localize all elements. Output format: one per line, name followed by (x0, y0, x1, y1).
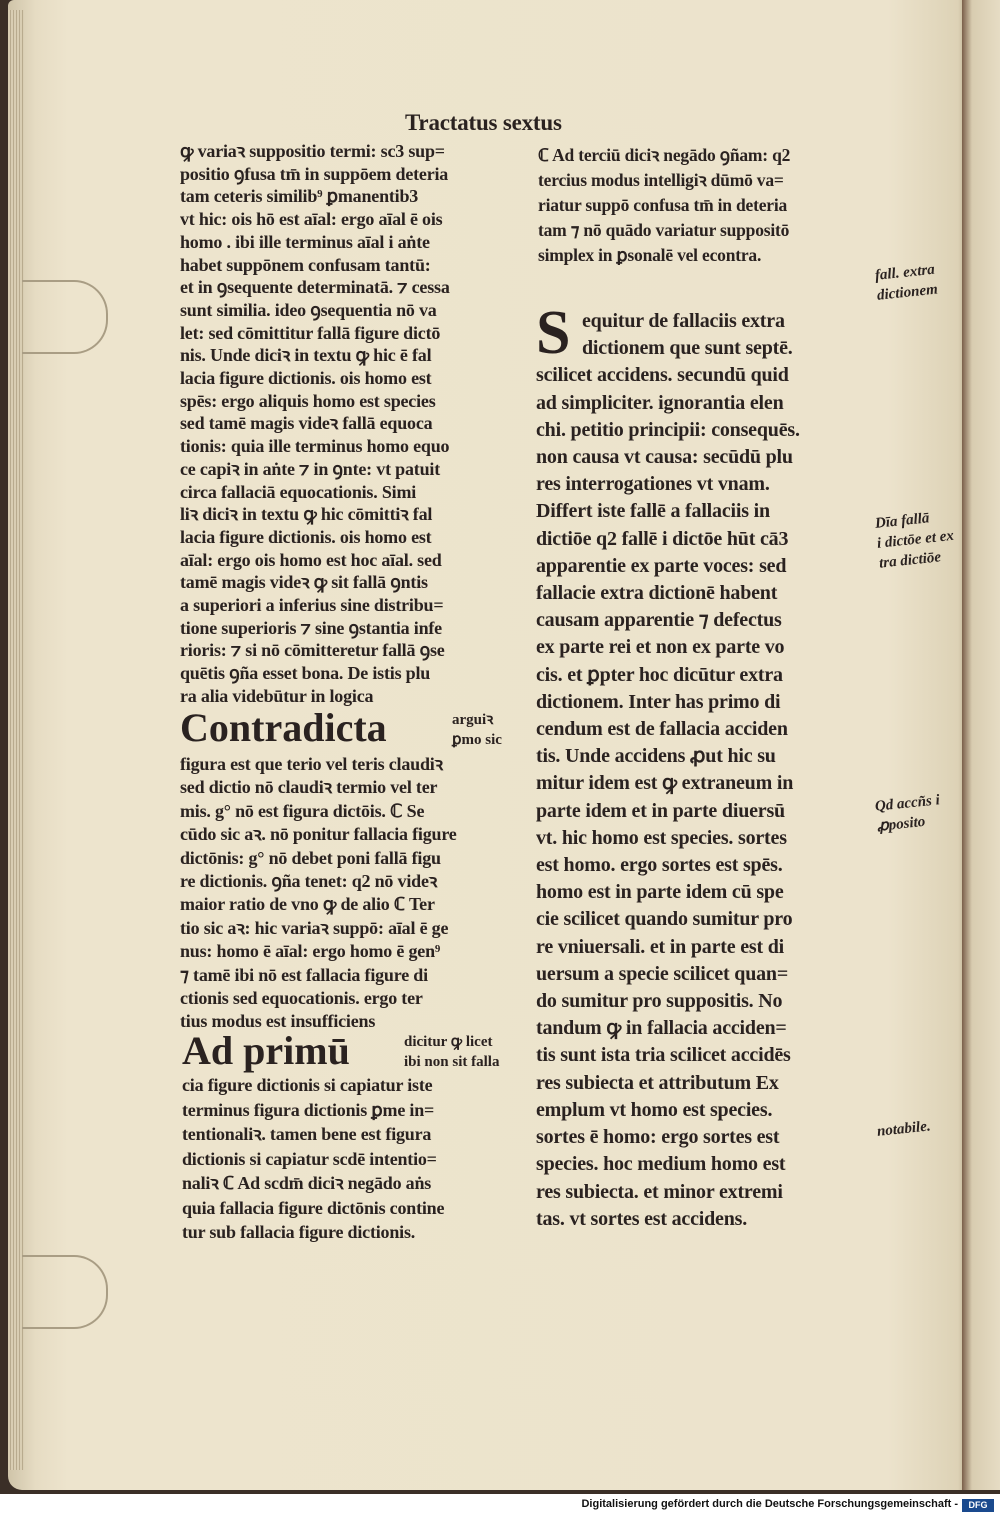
text-line: res subiecta. et minor extremi (536, 1180, 783, 1203)
note-line: Dīa fallā (874, 510, 931, 532)
text-line: sed dictio nō claudiꝛ termio vel ter (180, 777, 438, 798)
text-line: terminus figura dictionis ꝑme in= (182, 1099, 435, 1120)
text-line: circa fallaciā equocationis. Simi (180, 481, 417, 502)
text-line: mitur idem est ꝙ extraneum in (536, 772, 794, 795)
right-column-block-1 (538, 143, 790, 268)
page-stack-edges (8, 10, 24, 1470)
text-line: tis sunt ista tria scilicet accidēs (536, 1044, 791, 1067)
drop-initial: S (536, 299, 571, 367)
text-line: cie scilicet quando sumitur pro (536, 908, 793, 931)
footer-credit: Digitalisierung gefördert durch die Deutsche Forschungsgemeinschaft - (581, 1498, 958, 1510)
text-line: a superiori a inferius sine distribu= (180, 595, 444, 616)
text-line: mis. g° nō est figura dictōis. ℂ Se (180, 800, 425, 821)
margin-note (874, 260, 939, 306)
text-line: cūdo sic aꝛ. nō ponitur fallacia figure (180, 824, 457, 845)
text-line: parte idem et in parte diuersū (536, 799, 785, 822)
margin-note (874, 506, 957, 574)
text-line: dictionem que sunt septē. (582, 337, 793, 360)
note-line: ꝓposito (876, 813, 927, 835)
side-text: ibi non sit falla (404, 1054, 500, 1070)
heading-contradicta: Contradicta (180, 705, 387, 750)
text-line: tentionaliꝛ. tamen bene est figura (182, 1124, 432, 1144)
heading-ad-primum-side (404, 1032, 499, 1072)
text-line: tius modus est insufficiens (180, 1011, 376, 1032)
text-line: ꝙ variaꝛ suppositio termi: sc3 sup= (180, 141, 445, 161)
text-line: tam ceteris similib⁹ ꝑmanentib3 (180, 186, 419, 207)
text-line: let: sed cōmittitur fallā figure dictō (180, 322, 441, 343)
text-line: rioris: ⁊ si nō cōmitteretur fallā ꝯse (180, 640, 445, 661)
text-line: chi. petitio principii: consequēs. (536, 418, 800, 441)
text-line: tamē magis videꝛ ꝙ sit fallā ꝯntis (180, 572, 428, 593)
text-line: spēs: ergo aliquis homo est species (180, 390, 436, 411)
text-line: aīal: ergo ois homo est hoc aīal. sed (180, 549, 442, 570)
dfg-logo: DFG (962, 1499, 994, 1512)
text-line: vt hic: ois hō est aīal: ergo aīal ē ois (180, 209, 443, 230)
text-line: do sumitur pro suppositis. No (536, 990, 783, 1013)
text-line: maior ratio de vno ꝙ de alio ℂ Ter (180, 894, 435, 915)
text-line: equitur de fallaciis extra (582, 310, 785, 332)
text-line: est homo. ergo sortes est spēs. (536, 854, 783, 877)
note-line: dictionem (876, 281, 939, 304)
text-line: res subiecta et attributum Ex (536, 1071, 779, 1094)
text-line: positio ꝯfusa tm̄ in suppōem deteria (180, 163, 449, 184)
text-line: tam ⁊ nō quādo variatur suppositō (538, 220, 790, 240)
side-text: arguiꝛ (452, 712, 494, 728)
text-line: tis. Unde accidens ꝓut hic su (536, 745, 776, 768)
text-line: ad simpliciter. ignorantia elen (536, 391, 784, 414)
text-line: re vniuersali. et in parte est di (536, 935, 784, 958)
text-line: ℂ Ad terciū diciꝛ negādo ꝯñam: q2 (538, 145, 791, 165)
note-line: Qd accñs i (874, 792, 941, 815)
text-line: lacia figure dictionis. ois homo est (180, 368, 432, 389)
text-line: simplex in ꝑsonalē vel econtra. (538, 245, 762, 265)
text-line: tionis: quia ille terminus homo equo (180, 436, 450, 457)
text-line: cendum est de fallacia acciden (536, 718, 788, 741)
text-line: nis. Unde diciꝛ in textu ꝙ hic ē fal (180, 345, 432, 366)
text-line: et in ꝯsequente determinatā. ⁊ cessa (180, 277, 450, 298)
text-line: tercius modus intelligiꝛ dūmō va= (538, 170, 784, 190)
text-line: figura est que terio vel teris claudiꝛ (180, 754, 443, 774)
side-text: dicitur ꝙ licet (404, 1034, 493, 1050)
text-line: sortes ē homo: ergo sortes est (536, 1126, 780, 1149)
facing-page-edge (962, 0, 1000, 1490)
text-line: homo . ibi ille terminus aīal i aṅte (180, 231, 430, 252)
text-line: tandum ꝙ in fallacia acciden= (536, 1017, 787, 1040)
text-line: tas. vt sortes est accidens. (536, 1207, 748, 1230)
text-line: tur sub fallacia figure dictionis. (182, 1222, 416, 1242)
text-line: quia fallacia figure dictōnis contine (182, 1197, 445, 1218)
text-line: non causa vt causa: secūdū plu (536, 446, 793, 469)
text-line: ex parte rei et non ex parte vo (536, 636, 785, 659)
left-column-block-2 (180, 753, 457, 1034)
text-line: homo est in parte idem cū spe (536, 881, 784, 904)
text-line: emplum vt homo est species. (536, 1098, 773, 1121)
text-line: tione superioris ⁊ sine ꝯstantia infe (180, 617, 442, 638)
text-line: sunt similia. ideo ꝯsequentia nō va (180, 299, 437, 320)
text-line: res interrogationes vt vnam. (536, 473, 770, 496)
running-title: Tractatus sextus (405, 110, 562, 135)
text-line: liꝛ diciꝛ in textu ꝙ hic cōmittiꝛ fal (180, 504, 433, 525)
text-line: dictōnis: g° nō debet poni fallā figu (180, 847, 441, 868)
text-line: apparentie ex parte voces: sed (536, 554, 787, 577)
text-line: cis. et ꝑpter hoc dicūtur extra (536, 663, 783, 686)
note-line: notabile. (876, 1118, 932, 1140)
text-line: dictionis si capiatur scdē intentio= (182, 1148, 437, 1169)
text-line: cia figure dictionis si capiatur iste (182, 1075, 433, 1095)
text-line: ce capiꝛ in aṅte ⁊ in ꝯnte: vt patuit (180, 458, 440, 479)
footer-bar (0, 1494, 1000, 1517)
text-line: naliꝛ ℂ Ad scdm̄ diciꝛ negādo aṅs (182, 1173, 432, 1193)
text-line: ra alia videbūtur in logica (180, 685, 374, 706)
text-line: Differt iste fallē a fallaciis in (536, 500, 770, 523)
heading-contradicta-side (452, 710, 502, 750)
text-line: ctionis sed equocationis. ergo ter (180, 988, 423, 1009)
text-line: fallacie extra dictionē habent (536, 582, 778, 605)
text-line: tio sic aꝛ: hic variaꝛ suppō: aīal ē ge (180, 917, 449, 938)
text-line: quētis ꝯña esset bona. De istis plu (180, 663, 431, 684)
note-line: tra dictiōe (878, 549, 942, 572)
text-line: vt. hic homo est species. sortes (536, 826, 787, 849)
text-line: causam apparentie ⁊ defectus (536, 609, 782, 632)
text-line: scilicet accidens. secundū quid (536, 364, 789, 387)
left-column-block-1 (180, 140, 450, 708)
note-line: fall. extra (874, 261, 936, 284)
page-tab-marker (22, 1255, 108, 1329)
text-line: habet suppōnem confusam tantū: (180, 254, 431, 275)
side-text: ꝑmo sic (452, 732, 502, 748)
heading-ad-primum: Ad primū (182, 1028, 350, 1073)
page-tab-marker (22, 280, 108, 354)
margin-note (874, 790, 943, 837)
text-line: sed tamē magis videꝛ fallā equoca (180, 413, 433, 434)
note-line: i dictōe et ex (876, 527, 955, 552)
text-line: species. hoc medium homo est (536, 1153, 786, 1176)
text-line: uersum a specie scilicet quan= (536, 962, 789, 985)
left-column-block-3 (182, 1073, 444, 1245)
text-line: lacia figure dictionis. ois homo est (180, 526, 432, 547)
text-line: nus: homo ē aīal: ergo homo ē gen⁹ (180, 941, 441, 962)
text-line: ⁊ tamē ibi nō est fallacia figure di (180, 964, 428, 985)
right-column-block-2 (536, 308, 800, 1233)
text-line: dictiōe q2 fallē i dictōe hūt cā3 (536, 527, 789, 550)
text-line: dictionem. Inter has primo di (536, 690, 781, 713)
text-line: riatur suppō confusa tm̄ in deteria (538, 195, 788, 215)
text-line: re dictionis. ꝯña tenet: q2 nō videꝛ (180, 871, 438, 892)
